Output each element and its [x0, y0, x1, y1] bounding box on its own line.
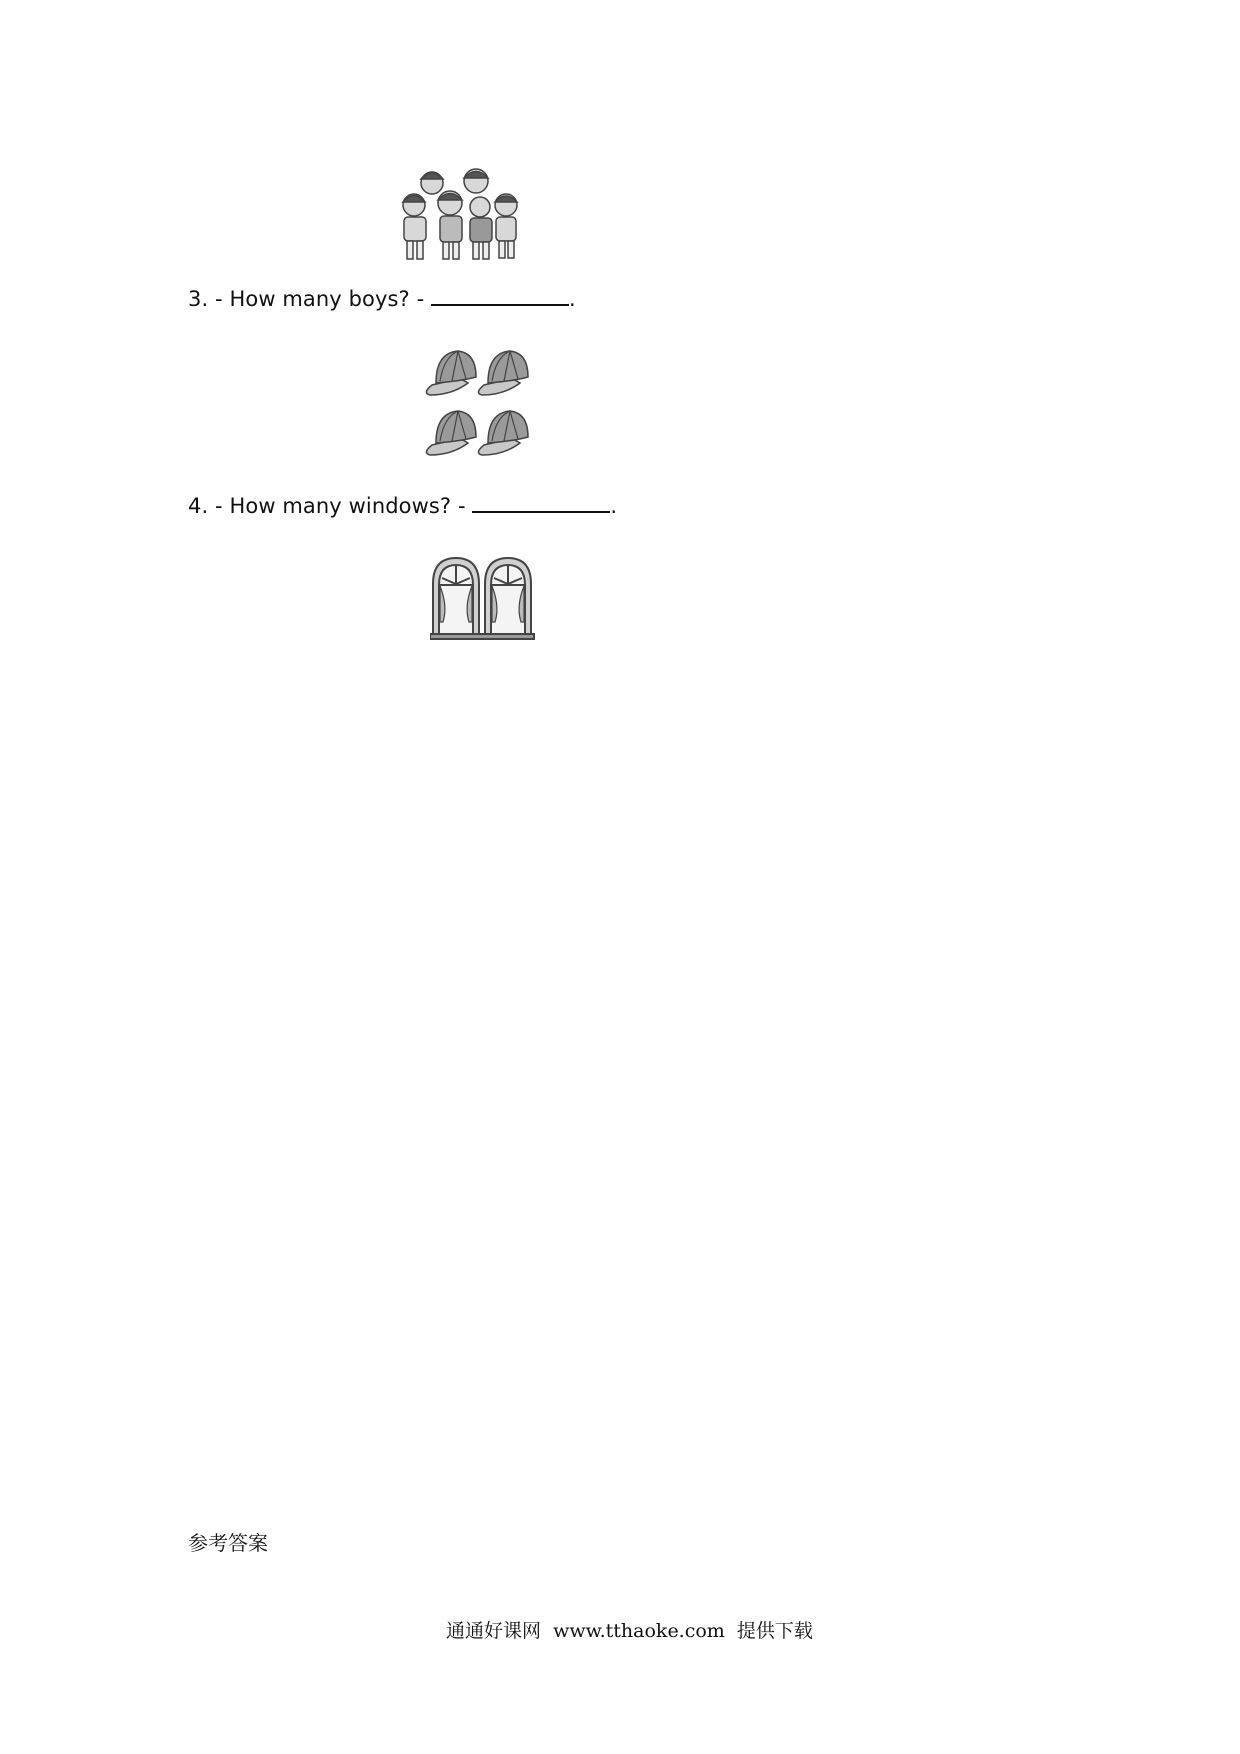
windows-image: [430, 556, 540, 640]
caps-image: [422, 345, 534, 463]
answer-blank[interactable]: [431, 284, 569, 306]
question-text: - How many boys? -: [215, 287, 425, 311]
question-number: 4.: [188, 494, 209, 518]
question-suffix: .: [569, 287, 576, 311]
answer-blank[interactable]: [472, 491, 610, 513]
question-suffix: .: [610, 494, 618, 518]
question-text: - How many windows? -: [215, 494, 466, 518]
question-3: [188, 284, 576, 311]
answer-heading: 参考答案: [188, 1531, 268, 1555]
page-footer: 通通好课网 www.tthaoke.com 提供下载: [446, 1620, 813, 1642]
question-number: 3.: [188, 287, 209, 311]
question-4: [188, 491, 617, 518]
boys-group-image: [398, 165, 526, 265]
